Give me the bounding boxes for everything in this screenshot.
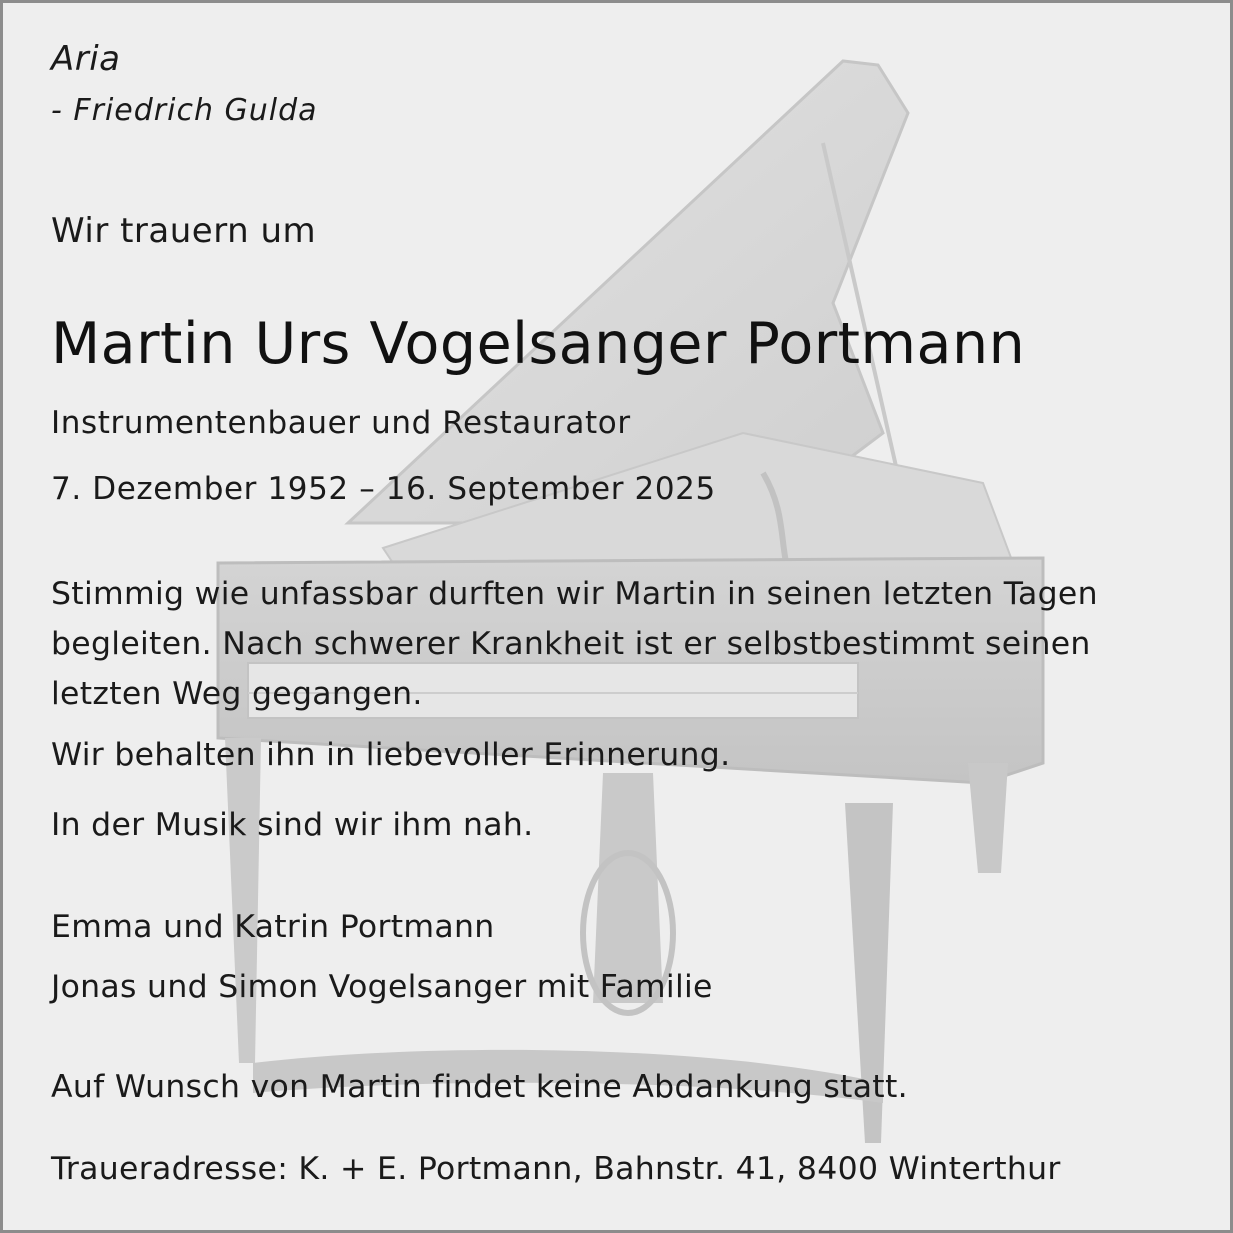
mourning-address: Traueradresse: K. + E. Portmann, Bahnstr. 41, 8400 Winterthur xyxy=(51,1151,1061,1187)
motto-author: - Friedrich Gulda xyxy=(51,93,318,128)
life-dates: 7. Dezember 1952 – 16. September 2025 xyxy=(51,471,716,507)
message-paragraph: Stimmig wie unfassbar durften wir Martin in seinen letzten Tagen begleiten. Nach schwerer Krankheit ist er selbstbestimmt seinen letzten Weg gegangen. xyxy=(51,576,1098,712)
mourner-line: Jonas und Simon Vogelsanger mit Familie xyxy=(51,969,713,1005)
remembrance-line: Wir behalten ihn in liebevoller Erinnerung. xyxy=(51,737,731,773)
music-line: In der Musik sind wir ihm nah. xyxy=(51,807,534,843)
obituary-text xyxy=(3,3,1233,1233)
deceased-profession: Instrumentenbauer und Restaurator xyxy=(51,405,631,441)
intro-line: Wir trauern um xyxy=(51,211,317,251)
mourner-line: Emma und Katrin Portmann xyxy=(51,909,495,945)
motto-title: Aria xyxy=(51,39,121,79)
deceased-name: Martin Urs Vogelsanger Portmann xyxy=(51,311,1026,377)
funeral-notice: Auf Wunsch von Martin findet keine Abdankung statt. xyxy=(51,1069,908,1105)
